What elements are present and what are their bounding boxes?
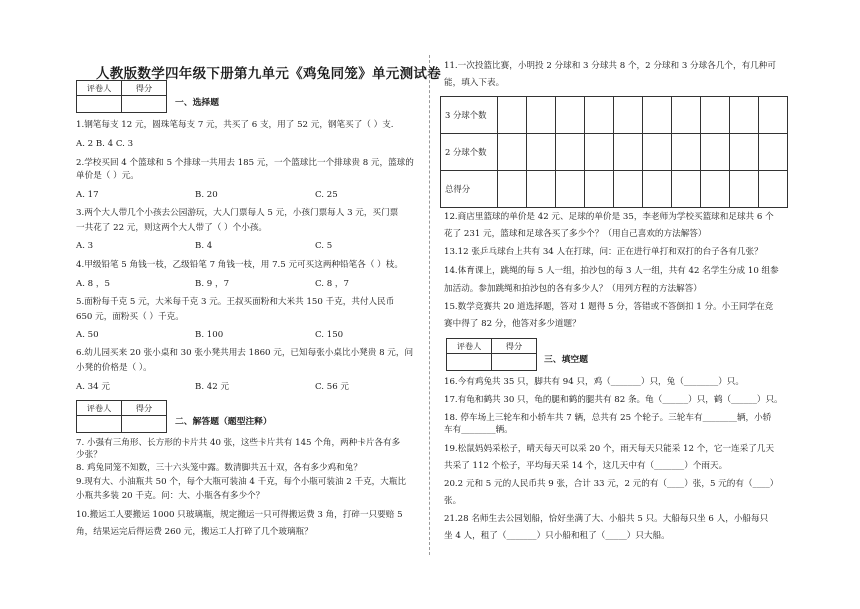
score-label: 得分	[122, 401, 167, 416]
q5-option-a: A. 50	[76, 330, 99, 340]
grader-label: 评卷人	[447, 339, 492, 354]
question-2-cont: 单价是（ ）元。	[76, 171, 139, 181]
question-15: 15.数学竞赛共 20 道选择题，答对 1 题得 5 分，答错或不答倒扣 1 分。小王同学在竞	[444, 302, 774, 312]
q6-option-b: B. 42 元	[195, 382, 230, 392]
grader-label: 评卷人	[77, 81, 122, 96]
question-13: 13.12 张乒乓球台上共有 34 人在打球，问：正在进行单打和双打的台子各有几张？	[444, 247, 763, 257]
q5-option-b: B. 100	[195, 330, 224, 340]
q2-option-a: A. 17	[76, 190, 99, 200]
question-10-cont: 角，结果运完后得运费 260 元，搬运工人打碎了几个玻璃瓶？	[76, 527, 313, 537]
question-6-cont: 小凳的价格是（ ）。	[76, 363, 152, 373]
question-19-cont: 共采了 112 个松子，平均每天采 14 个，这几天中有（_______）个雨天。	[444, 461, 728, 471]
q6-option-a: A. 34 元	[76, 382, 110, 392]
score-label: 得分	[492, 339, 537, 354]
q6-option-c: C. 56 元	[315, 382, 349, 392]
question-3-cont: 一共花了 22 元，则这两个大人带了（ ）个小孩。	[76, 223, 268, 233]
question-11-cont: 能，填入下表。	[444, 78, 505, 88]
question-9: 9.现有大、小油瓶共 50 个，每个大瓶可装油 4 千克，每个小瓶可装油 2 千克，大瓶比	[76, 477, 407, 487]
question-11: 11.一次投篮比赛，小明投 2 分球和 3 分球共 8 个，2 分球和 3 分球各几个，有几种可	[444, 61, 776, 71]
question-6: 6.幼儿园买来 20 张小桌和 30 张小凳共用去 1860 元，已知每张小桌比小凳贵 8 元，问	[76, 348, 414, 358]
score-box-2	[76, 400, 167, 433]
score-box-3	[446, 338, 537, 371]
score-label: 得分	[122, 81, 167, 96]
q4-option-c: C. 8 ，7	[315, 279, 349, 289]
section-heading-3: 三、填空题	[544, 355, 588, 365]
question-17: 17.有龟和鹤共 30 只，龟的腿和鹤的腿共有 82 条。龟（______）只，鹤（______）只。	[444, 395, 783, 405]
question-14: 14.体育课上，跳绳的每 5 人一组，拍沙包的每 3 人一组，共有 42 名学生分成 10 组参	[444, 266, 779, 276]
question-12: 12.商店里篮球的单价是 42 元、足球的单价是 35，李老师为学校买篮球和足球共 6 个	[444, 212, 774, 222]
question-4: 4.甲级铅笔 5 角钱一枝，乙级铅笔 7 角钱一枝，用 7.5 元可买这两种铅笔各（ ）枝。	[76, 260, 403, 270]
page-divider	[429, 55, 430, 555]
score-box-1	[76, 80, 167, 113]
question-1: 1.钢笔每支 12 元，圆珠笔每支 7 元，共买了 6 支，用了 52 元，钢笔买了（ ）支.	[76, 120, 394, 130]
question-1-options: A. 2 B. 4 C. 3	[76, 139, 134, 149]
section-heading-2: 二、解答题（题型注释）	[175, 417, 272, 427]
question-2: 2.学校买回 4 个篮球和 5 个排球一共用去 185 元，一个篮球比一个排球贵 8 元，篮球的	[76, 158, 414, 168]
section-heading-1: 一、选择题	[175, 98, 219, 108]
question-20: 20.2 元和 5 元的人民币共 9 张，合计 33 元，2 元的有（____）张，5 元的有（____）	[444, 479, 779, 489]
q2-option-c: C. 25	[315, 190, 338, 200]
q4-option-a: A. 8 ，5	[76, 279, 110, 289]
question-14-cont: 加活动。参加跳绳和拍沙包的各有多少人？（用列方程的方法解答）	[444, 284, 702, 294]
question-16: 16.今有鸡兔共 35 只，脚共有 94 只，鸡（_______）只，兔（________）只。	[444, 377, 744, 387]
q3-option-c: C. 5	[315, 241, 333, 251]
question-12-cont: 花了 231 元，篮球和足球各买了多少个？（用自己喜欢的方法解答）	[444, 229, 707, 239]
question-10: 10.搬运工人要搬运 1000 只玻璃瓶，规定搬运一只可得搬运费 3 角，打碎一只要赔 5	[76, 510, 403, 520]
question-21-cont: 坐 4 人，租了（_______）只小船和租了（_____）只大船。	[444, 531, 670, 541]
question-21: 21.28 名师生去公园划船，恰好坐满了大、小船共 5 只。大船每只坐 6 人，小船每只	[444, 514, 769, 524]
question-7-cont: 少张？	[76, 450, 102, 460]
grader-label: 评卷人	[77, 401, 122, 416]
question-5-cont: 650 元，面粉买（ ）千克。	[76, 312, 184, 322]
question-18-cont: 车有________辆。	[444, 425, 513, 435]
question-5: 5.面粉每千克 5 元，大米每千克 3 元。王叔买面粉和大米共 150 千克，共付人民币	[76, 297, 395, 307]
question-19: 19.松鼠妈妈采松子，晴天每天可以采 20 个，雨天每天只能采 12 个，它一连采了几天	[444, 444, 775, 454]
question-9-cont: 小瓶共多装 20 千克。问：大、小瓶各有多少个？	[76, 491, 265, 501]
row-label-total: 总得分	[441, 171, 498, 208]
answer-table	[440, 96, 788, 208]
question-15-cont: 赛中得了 82 分，他答对多少道题？	[444, 319, 581, 329]
row-label-3pt: 3 分球个数	[441, 97, 498, 134]
question-8: 8. 鸡兔同笼不知数，三十六头笼中露。数清脚共五十双，各有多少鸡和兔？	[76, 463, 362, 473]
q4-option-b: B. 9 ，7	[195, 279, 230, 289]
q2-option-b: B. 20	[195, 190, 218, 200]
q3-option-b: B. 4	[195, 241, 213, 251]
q3-option-a: A. 3	[76, 241, 94, 251]
question-7: 7. 小强有三角形、长方形的卡片共 40 张，这些卡片共有 145 个角，两种卡片各有多	[76, 438, 401, 448]
page-title: 人教版数学四年级下册第九单元《鸡兔同笼》单元测试卷	[96, 66, 441, 82]
question-3: 3.两个大人带几个小孩去公园游玩，大人门票每人 5 元，小孩门票每人 3 元，买门票	[76, 208, 399, 218]
question-20-cont: 张。	[444, 496, 462, 506]
row-label-2pt: 2 分球个数	[441, 134, 498, 171]
question-18: 18. 停车场上三轮车和小轿车共 7 辆，总共有 25 个轮子。三轮车有________辆，小轿	[444, 413, 772, 423]
q5-option-c: C. 150	[315, 330, 344, 340]
